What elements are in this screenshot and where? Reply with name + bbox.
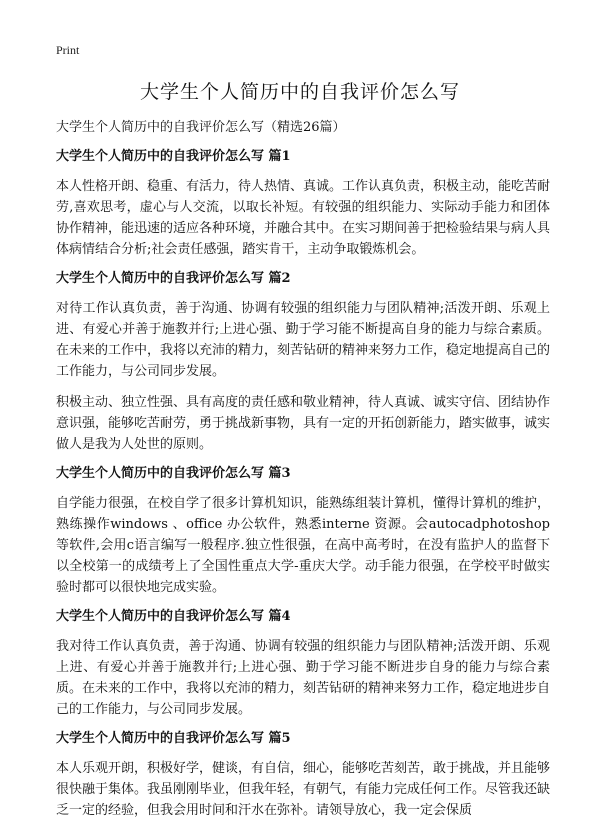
- section-paragraph: 积极主动、独立性强、具有高度的责任感和敬业精神，待人真诚、诚实守信、团结协作意识强，能够吃苦耐劳，勇于挑战新事物，具有一定的开拓创新能力，踏实做事，诚实做人是我为人处世的原则。: [56, 395, 551, 452]
- document-body: [56, 148, 550, 831]
- section-2: [56, 270, 550, 455]
- section-3: [56, 465, 550, 598]
- document-subtitle: 大学生个人简历中的自我评价怎么写（精选26篇）: [56, 120, 346, 135]
- print-link[interactable]: Print: [56, 43, 80, 57]
- section-heading: 大学生个人简历中的自我评价怎么写 篇1: [56, 149, 291, 164]
- section-heading: 大学生个人简历中的自我评价怎么写 篇3: [56, 466, 291, 481]
- section-1: [56, 148, 550, 260]
- section-paragraph: 我对待工作认真负责，善于沟通、协调有较强的组织能力与团队精神;活泼开朗、乐观上进、有爱心并善于施教并行;上进心强、勤于学习能不断进步自身的能力与综合素质。在未来的工作中，我将以充沛的精力，刻苦钻研的精神来努力工作，稳定地进步自己的工作能力，与公司同步发展。: [56, 639, 551, 717]
- document-title: 大学生个人简历中的自我评价怎么写: [139, 81, 460, 103]
- section-heading: 大学生个人简历中的自我评价怎么写 篇5: [56, 731, 291, 746]
- section-paragraph: 本人性格开朗、稳重、有活力，待人热情、真诚。工作认真负责，积极主动，能吃苦耐劳,喜欢思考，虚心与人交流，以取长补短。有较强的组织能力、实际动手能力和团体协作精神，能迅速的适应各种环境，并融合其中。在实习期间善于把检验结果与病人具体病情结合分析;社会责任感强，踏实肯干，主动争取锻炼机会。: [56, 179, 551, 257]
- section-heading: 大学生个人简历中的自我评价怎么写 篇2: [56, 271, 291, 286]
- section-4: [56, 608, 550, 720]
- section-5: [56, 730, 550, 821]
- section-paragraph: 对待工作认真负责，善于沟通、协调有较强的组织能力与团队精神;活泼开朗、乐观上进、有爱心并善于施教并行;上进心强、勤于学习能不断提高自身的能力与综合素质。在未来的工作中，我将以充沛的精力，刻苦钻研的精神来努力工作，稳定地提高自己的工作能力，与公司同步发展。: [56, 301, 551, 379]
- section-paragraph: 本人乐观开朗，积极好学，健谈，有自信，细心，能够吃苦刻苦，敢于挑战，并且能够很快融于集体。我虽刚刚毕业，但我年轻，有朝气，有能力完成任何工作。尽管我还缺乏一定的经验，但我会用时间和汗水在弥补。请领导放心，我一定会保质: [56, 761, 551, 818]
- section-paragraph: 自学能力很强，在校自学了很多计算机知识，能熟练组装计算机，懂得计算机的维护，熟练操作windows 、office 办公软件，熟悉interne 资源。会autocadphotoshop 等软件,会用c语言编写一般程序.独立性很强，在高中高考时，在没有监护人的监督下以全校第一的成绩考上了全国性重点大学-重庆大学。动手能力很强，在学校平时做实验时都可以很快地完成实验。: [56, 496, 551, 595]
- section-heading: 大学生个人简历中的自我评价怎么写 篇4: [56, 609, 291, 624]
